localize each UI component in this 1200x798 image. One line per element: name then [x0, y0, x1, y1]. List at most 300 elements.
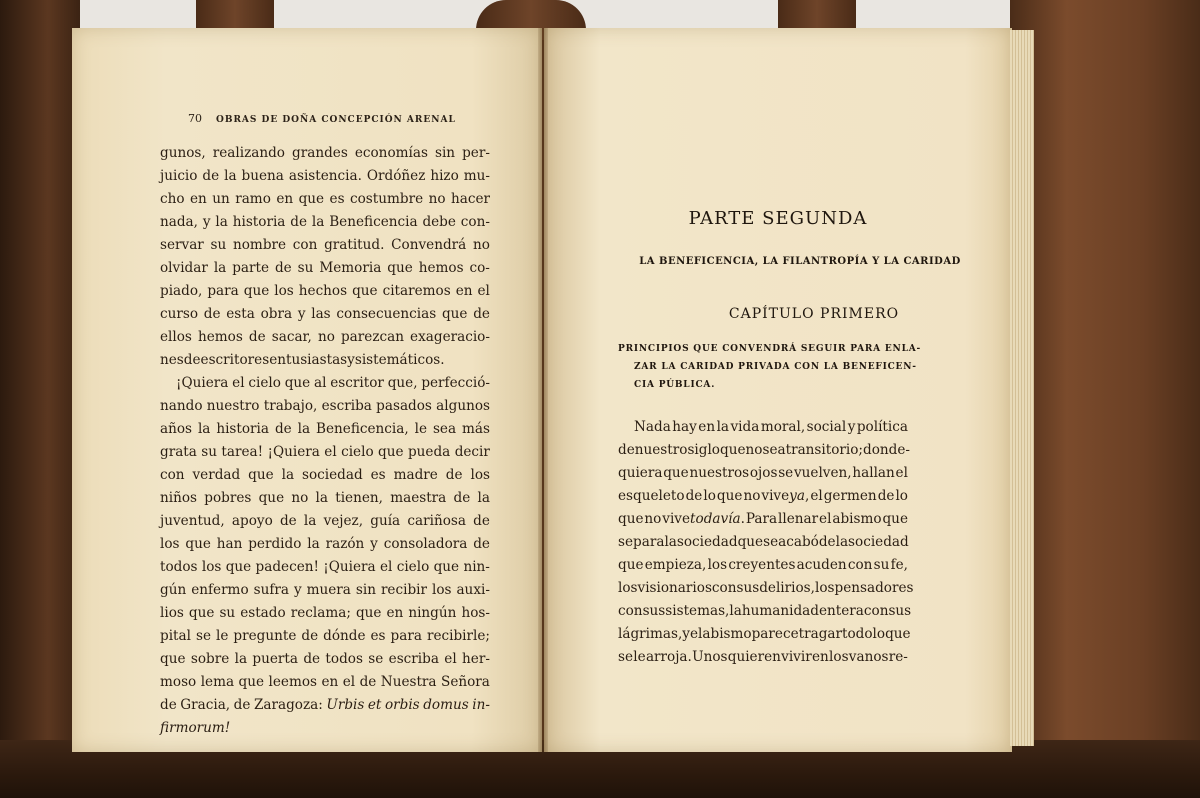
word: Señora	[441, 674, 490, 690]
text-line	[618, 577, 914, 600]
word: el	[379, 559, 393, 575]
word: han	[216, 536, 243, 552]
word: cielo	[248, 375, 281, 391]
word: vivir	[781, 649, 812, 665]
word: razón	[325, 536, 365, 552]
text-line	[160, 303, 490, 326]
word: juventud,	[160, 513, 225, 529]
word: todos	[160, 559, 198, 575]
word: la	[307, 536, 320, 552]
word: que	[720, 442, 746, 458]
word: nuestros	[689, 465, 750, 481]
word: co-	[469, 260, 490, 276]
word: apoyo	[231, 513, 273, 529]
word: la	[311, 214, 325, 230]
word: que	[238, 674, 265, 690]
word: la	[664, 534, 677, 550]
word: de	[290, 214, 308, 230]
text-line	[618, 646, 908, 669]
word: exageracio-	[410, 329, 490, 345]
word: acuden	[796, 557, 847, 573]
word: que	[737, 534, 764, 550]
word: años	[160, 421, 193, 437]
text-line	[160, 556, 490, 579]
word: gún	[160, 582, 187, 598]
word: hemos	[197, 329, 243, 345]
word: sea	[762, 442, 786, 458]
word: escritor	[330, 375, 384, 391]
word: grandes	[292, 145, 348, 161]
word: no	[644, 511, 662, 527]
word: los	[707, 557, 728, 573]
word: en	[276, 191, 294, 207]
text-line	[618, 531, 908, 554]
word: nes	[160, 352, 184, 368]
word: de	[183, 352, 201, 368]
text-line	[160, 418, 490, 441]
word: Ordóñez	[366, 168, 426, 184]
word: es	[370, 628, 386, 644]
word: sociedad	[848, 534, 909, 550]
stand-frame-right	[1010, 0, 1200, 798]
word: que	[618, 557, 644, 573]
word: de	[279, 513, 297, 529]
word: con	[160, 467, 185, 483]
word: se	[778, 465, 794, 481]
word: lo	[872, 626, 886, 642]
word: ¡Quiera	[267, 444, 320, 460]
word: nombre	[232, 237, 287, 253]
word: no	[317, 329, 335, 345]
word: el	[810, 488, 823, 504]
text-line	[160, 487, 490, 510]
word: entusiastas	[269, 352, 348, 368]
word: sus	[642, 603, 666, 619]
word: vuelven,	[793, 465, 852, 481]
chapter-heading-line: PRINCIPIOS QUE CONVENDRÁ SEGUIR PARA ENLA-	[618, 344, 922, 354]
text-line	[160, 510, 490, 533]
word: pital	[160, 628, 191, 644]
word: las	[311, 306, 331, 322]
word: el	[342, 674, 356, 690]
word: su	[297, 260, 314, 276]
word: lios	[160, 605, 184, 621]
word: sobre	[190, 651, 230, 667]
text-line	[160, 234, 490, 257]
word: para	[390, 628, 422, 644]
word: tarea!	[221, 444, 264, 460]
text-line	[160, 257, 490, 280]
word: leemos	[268, 674, 318, 690]
word: pregunte	[233, 628, 297, 644]
word: pueda	[407, 444, 451, 460]
left-page-header	[188, 112, 478, 125]
word: que	[663, 465, 689, 481]
word: reclama;	[290, 605, 351, 621]
word: para	[207, 283, 239, 299]
word: acabó	[778, 534, 819, 550]
word: la	[297, 421, 311, 437]
word: la	[477, 490, 490, 506]
word: hacer	[450, 191, 490, 207]
word: hechos	[298, 283, 348, 299]
word: muera	[306, 582, 351, 598]
right-page-body	[618, 416, 914, 669]
word: de	[274, 421, 292, 437]
word: donde-	[863, 442, 910, 458]
word: y	[202, 214, 211, 230]
word: los	[829, 649, 849, 665]
text-line	[160, 579, 490, 602]
word: esta	[226, 306, 255, 322]
word: de	[274, 260, 292, 276]
text-line	[618, 439, 908, 462]
word: que	[441, 306, 468, 322]
word: sea	[432, 421, 457, 437]
word: lágrimas,	[618, 626, 683, 642]
word: realizando	[212, 145, 285, 161]
word: lo	[703, 488, 716, 504]
word: de	[203, 306, 221, 322]
word: Convendrá	[391, 237, 467, 253]
word: siglo	[687, 442, 720, 458]
word: moral,	[760, 419, 806, 435]
word: vivetodavía.	[662, 511, 745, 527]
word: no	[428, 191, 446, 207]
word: de	[473, 536, 490, 552]
chapter-heading-line: ZAR LA CARIDAD PRIVADA CON LA BENEFICEN-	[634, 362, 917, 372]
word: todos	[325, 651, 363, 667]
word: de	[473, 306, 490, 322]
word: gratitud.	[324, 237, 385, 253]
word: sufra	[253, 582, 289, 598]
word: abismo	[702, 626, 752, 642]
word: entera	[818, 603, 864, 619]
word: niños	[160, 490, 198, 506]
word: guía	[370, 513, 401, 529]
word: Gracia,	[180, 697, 231, 713]
word: todo	[842, 626, 873, 642]
word: que	[243, 283, 270, 299]
word: tienen,	[335, 490, 383, 506]
word: que	[185, 536, 211, 552]
word: historia	[216, 421, 270, 437]
word: llenar	[778, 511, 819, 527]
word: sociedad	[676, 534, 738, 550]
word: per-	[462, 145, 490, 161]
word: cielo	[341, 444, 374, 460]
word: y	[847, 419, 856, 435]
word: firmorum!	[160, 720, 231, 736]
word: escriba	[321, 398, 372, 414]
word: que	[618, 511, 644, 527]
word: con	[292, 237, 318, 253]
word: Beneficencia	[329, 214, 418, 230]
word: pasados	[376, 398, 432, 414]
word: no	[743, 488, 761, 504]
word: y	[293, 582, 302, 598]
word: trabajo,	[263, 398, 318, 414]
word: hay	[672, 419, 697, 435]
word: decir	[454, 444, 490, 460]
word: re-	[888, 649, 908, 665]
word: vejez,	[323, 513, 364, 529]
word: política	[856, 419, 908, 435]
word: ellos	[160, 329, 192, 345]
word: que	[352, 283, 378, 299]
word: consoladora	[383, 536, 468, 552]
text-line	[160, 717, 490, 740]
text-line	[160, 533, 490, 556]
word: Memoria	[319, 260, 382, 276]
text-line	[160, 280, 490, 303]
word: se	[195, 628, 211, 644]
word: ojos	[749, 465, 778, 481]
word: que	[378, 444, 404, 460]
text-line	[160, 372, 490, 395]
word: puerta	[252, 651, 298, 667]
word: al	[314, 375, 327, 391]
word: con	[711, 580, 737, 596]
word: le	[216, 628, 229, 644]
word: estado	[240, 605, 286, 621]
word: no	[291, 490, 309, 506]
text-line	[160, 349, 490, 372]
word: de	[202, 168, 220, 184]
word: de	[685, 488, 703, 504]
word: Nada	[634, 419, 671, 435]
text-line	[160, 211, 490, 234]
word: sus	[736, 580, 760, 596]
word: en	[811, 649, 829, 665]
word: abismo	[832, 511, 882, 527]
word: hizo	[430, 168, 459, 184]
word: los	[470, 467, 490, 483]
word: delirios,	[759, 580, 815, 596]
word: ¡Quiera	[176, 375, 229, 391]
text-line	[618, 462, 908, 485]
word: ramo	[235, 191, 271, 207]
word: que	[225, 559, 252, 575]
word: vida	[730, 419, 760, 435]
word: el	[895, 465, 908, 481]
word: cielo	[396, 559, 430, 575]
word: el	[689, 626, 703, 642]
word: vanos	[848, 649, 889, 665]
part-subtitle: LA BENEFICENCIA, LA FILANTROPÍA Y LA CARIDAD	[639, 256, 961, 267]
word: Unos	[692, 649, 728, 665]
word: humanidad	[741, 603, 819, 619]
word: en	[455, 283, 473, 299]
text-line	[618, 600, 912, 623]
chapter-heading	[618, 340, 922, 394]
word: se	[368, 651, 384, 667]
word: que	[248, 467, 274, 483]
word: esqueleto	[618, 488, 685, 504]
text-line	[618, 508, 908, 531]
word: la	[224, 168, 237, 184]
word: separa	[618, 534, 665, 550]
book-gutter	[538, 28, 548, 752]
word: su	[210, 237, 227, 253]
word: nada,	[160, 214, 198, 230]
word: sin	[434, 145, 456, 161]
word: Para	[745, 511, 778, 527]
word: ¡Quiera	[323, 559, 376, 575]
word: algunos	[436, 398, 490, 414]
word: verdad	[192, 467, 241, 483]
word: que	[298, 191, 325, 207]
text-line	[160, 188, 490, 211]
word: el	[819, 511, 832, 527]
word: padecen!	[255, 559, 319, 575]
word: gunos,	[160, 145, 206, 161]
word: en	[190, 191, 207, 207]
word: con	[863, 603, 889, 619]
word: et	[367, 697, 382, 713]
word: que	[882, 511, 908, 527]
text-line	[160, 142, 490, 165]
word: viveya,	[761, 488, 810, 504]
word: la	[716, 419, 730, 435]
word: sociedad	[302, 467, 363, 483]
text-line	[160, 625, 490, 648]
word: los	[431, 582, 452, 598]
word: juicio	[160, 168, 198, 184]
page-number: 70	[188, 112, 202, 125]
word: lema	[200, 674, 235, 690]
text-line	[160, 648, 490, 671]
word: que	[258, 490, 285, 506]
word: su	[219, 605, 236, 621]
word: piado,	[160, 283, 203, 299]
word: social	[806, 419, 847, 435]
word: la	[197, 421, 211, 437]
word: nuestro	[206, 398, 260, 414]
word: obra	[260, 306, 293, 322]
word: pensadores	[834, 580, 914, 596]
word: visionarios	[637, 580, 712, 596]
word: mu-	[463, 168, 490, 184]
word: la	[835, 534, 849, 550]
text-line	[160, 694, 490, 717]
word: perfecció-	[421, 375, 490, 391]
word: que	[355, 605, 382, 621]
word: her-	[462, 651, 490, 667]
word: con-	[460, 214, 490, 230]
text-line	[618, 554, 908, 577]
word: curso	[160, 306, 199, 322]
word: recibirle;	[426, 628, 490, 644]
word: de	[618, 442, 635, 458]
word: se	[618, 649, 634, 665]
word: que	[716, 488, 743, 504]
word: es	[370, 467, 386, 483]
word: escriba	[388, 651, 439, 667]
word: le	[414, 421, 428, 437]
text-line	[618, 485, 908, 508]
word: perdido	[248, 536, 302, 552]
word: sin	[355, 582, 376, 598]
word: su	[873, 557, 890, 573]
word: en	[698, 419, 716, 435]
word: asistencia.	[288, 168, 362, 184]
word: de	[301, 628, 319, 644]
word: madre	[393, 467, 438, 483]
word: buena	[241, 168, 284, 184]
word: grata	[160, 444, 197, 460]
word: historia	[232, 214, 286, 230]
page-block-edge	[1010, 30, 1034, 746]
text-line	[160, 602, 490, 625]
word: de	[359, 674, 377, 690]
word: de	[877, 488, 895, 504]
word: tragar	[798, 626, 842, 642]
word: nuestro	[634, 442, 688, 458]
word: que	[160, 651, 186, 667]
word: moso	[160, 674, 197, 690]
text-line	[618, 416, 908, 439]
word: servar	[160, 237, 204, 253]
word: un	[212, 191, 230, 207]
word: los	[160, 536, 180, 552]
word: que	[885, 626, 911, 642]
word: los	[618, 580, 638, 596]
word: escritores	[200, 352, 270, 368]
word: el	[232, 375, 245, 391]
word: costumbre	[350, 191, 424, 207]
word: que,	[387, 375, 418, 391]
word: hallan	[852, 465, 895, 481]
text-line	[160, 395, 490, 418]
word: orbis	[384, 697, 420, 713]
word: el	[477, 283, 490, 299]
word: Zaragoza:	[253, 697, 323, 713]
text-line	[160, 441, 490, 464]
part-title: PARTE SEGUNDA	[688, 208, 868, 229]
word: ningún	[408, 605, 457, 621]
word: nando	[160, 398, 203, 414]
word: in-	[472, 697, 490, 713]
word: cho	[160, 191, 185, 207]
word: creyentes	[728, 557, 796, 573]
word: la	[234, 651, 248, 667]
word: y	[370, 536, 378, 552]
stand-frame-left	[0, 0, 80, 798]
word: la	[315, 490, 328, 506]
word: en	[386, 605, 404, 621]
word: recibir	[380, 582, 427, 598]
word: no	[745, 442, 763, 458]
word: el	[444, 651, 457, 667]
word: más	[462, 421, 490, 437]
word: sacar,	[271, 329, 312, 345]
text-line	[160, 671, 490, 694]
word: con	[847, 557, 873, 573]
text-line	[160, 165, 490, 188]
word: parece	[751, 626, 799, 642]
word: de	[818, 534, 836, 550]
word: en	[321, 674, 339, 690]
word: el	[324, 444, 337, 460]
word: y	[297, 306, 306, 322]
word: de	[445, 467, 463, 483]
word: auxi-	[456, 582, 490, 598]
word: economías	[354, 145, 428, 161]
word: nin-	[463, 559, 490, 575]
word: olvidar	[160, 260, 208, 276]
text-line	[160, 326, 490, 349]
